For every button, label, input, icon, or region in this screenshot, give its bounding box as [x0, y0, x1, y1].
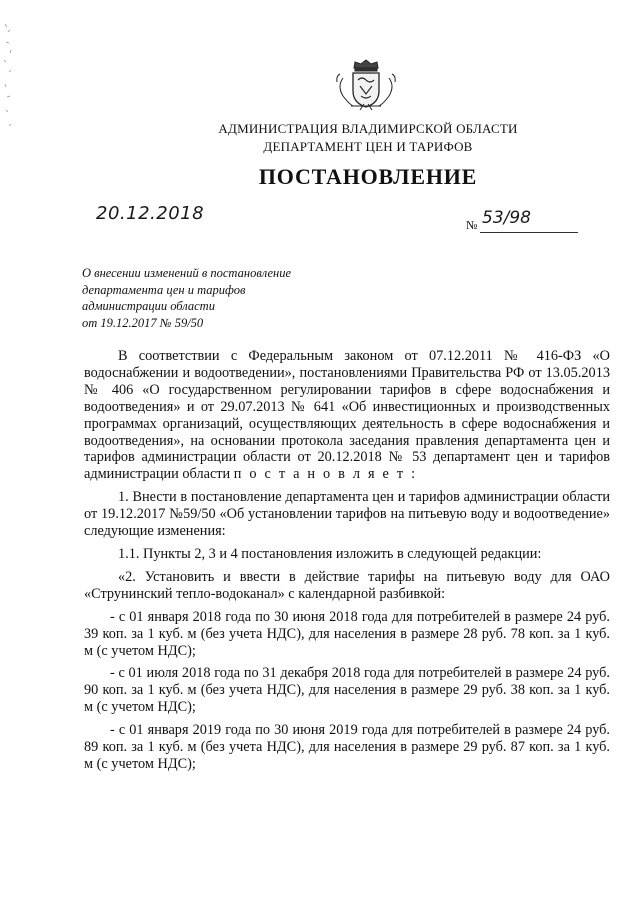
tariff-period: - с 01 января 2018 года по 30 июня 2018 года для потребителей в размере 24 руб. 39 коп. за 1 куб. м (без учета НДС), для населения в размере 28 руб. 78 коп. за 1 куб. м (с учетом НДС);: [84, 608, 610, 659]
subject-line: от 19.12.2017 № 59/50: [82, 315, 204, 330]
org-name: АДМИНИСТРАЦИЯ ВЛАДИМИРСКОЙ ОБЛАСТИ: [218, 121, 518, 136]
subject-block: [82, 265, 342, 331]
tariff-period: - с 01 января 2019 года по 30 июня 2019 года для потребителей в размере 24 руб. 89 коп. за 1 куб. м (без учета НДС), для населения в размере 29 руб. 87 коп. за 1 куб. м (с учетом НДС);: [84, 722, 610, 772]
document-title: ПОСТАНОВЛЕНИЕ: [258, 164, 478, 189]
department-name: ДЕПАРТАМЕНТ ЦЕН И ТАРИФОВ: [263, 139, 473, 154]
coat-of-arms-emblem: [331, 58, 401, 113]
document-body: [84, 348, 610, 773]
item-1-1: 1.1. Пункты 2, 3 и 4 постановления изложить в следующей редакции:: [118, 545, 542, 562]
item-2: «2. Установить и ввести в действие тарифы на питьевую воду для ОАО «Струнинский тепло-водоканал» с календарной разбивкой:: [84, 568, 610, 602]
resolves-phrase: п о с т а н о в л я е т :: [233, 466, 418, 483]
number-underline: [480, 232, 578, 233]
subject-line: департамента цен и тарифов: [82, 282, 246, 297]
handwritten-date: 20.12.2018: [96, 203, 205, 224]
scan-edge-marks: [2, 20, 16, 140]
intro-paragraph: [84, 348, 610, 483]
handwritten-number: 53/98: [482, 208, 531, 228]
item-1: 1. Внести в постановление департамента цен и тарифов администрации области от 19.12.2017 №59/50 «Об установлении тарифов на питьевую воду и водоотведение» следующие изменения:: [84, 489, 610, 540]
subject-line: администрации области: [82, 299, 215, 313]
subject-line: О внесении изменений в постановление: [82, 266, 292, 280]
tariff-period: - с 01 июля 2018 года по 31 декабря 2018 года для потребителей в размере 24 руб. 90 коп. за 1 куб. м (без учета НДС), для населения в размере 29 руб. 38 коп. за 1 куб. м (с учетом НДС);: [84, 665, 610, 716]
number-sign: №: [466, 218, 478, 232]
intro-text: В соответствии с Федеральным законом от 07.12.2011 № 416-ФЗ «О водоснабжении и водоотведении», постановлениями Правительства РФ от 13.05.2013 № 406 «О государственном регулировании тарифов в сфере водоснабжения и водоотведения» и от 29.07.2013 № 641 «Об инвестиционных и производственных программах организаций, осуществляющих деятельность в сфере водоснабжения и водоотведения», на основании протокола заседания правления департамента цен и тарифов администрации области от 20.12.2018 № 53 департамент цен и тарифов администрации области: [84, 348, 610, 483]
